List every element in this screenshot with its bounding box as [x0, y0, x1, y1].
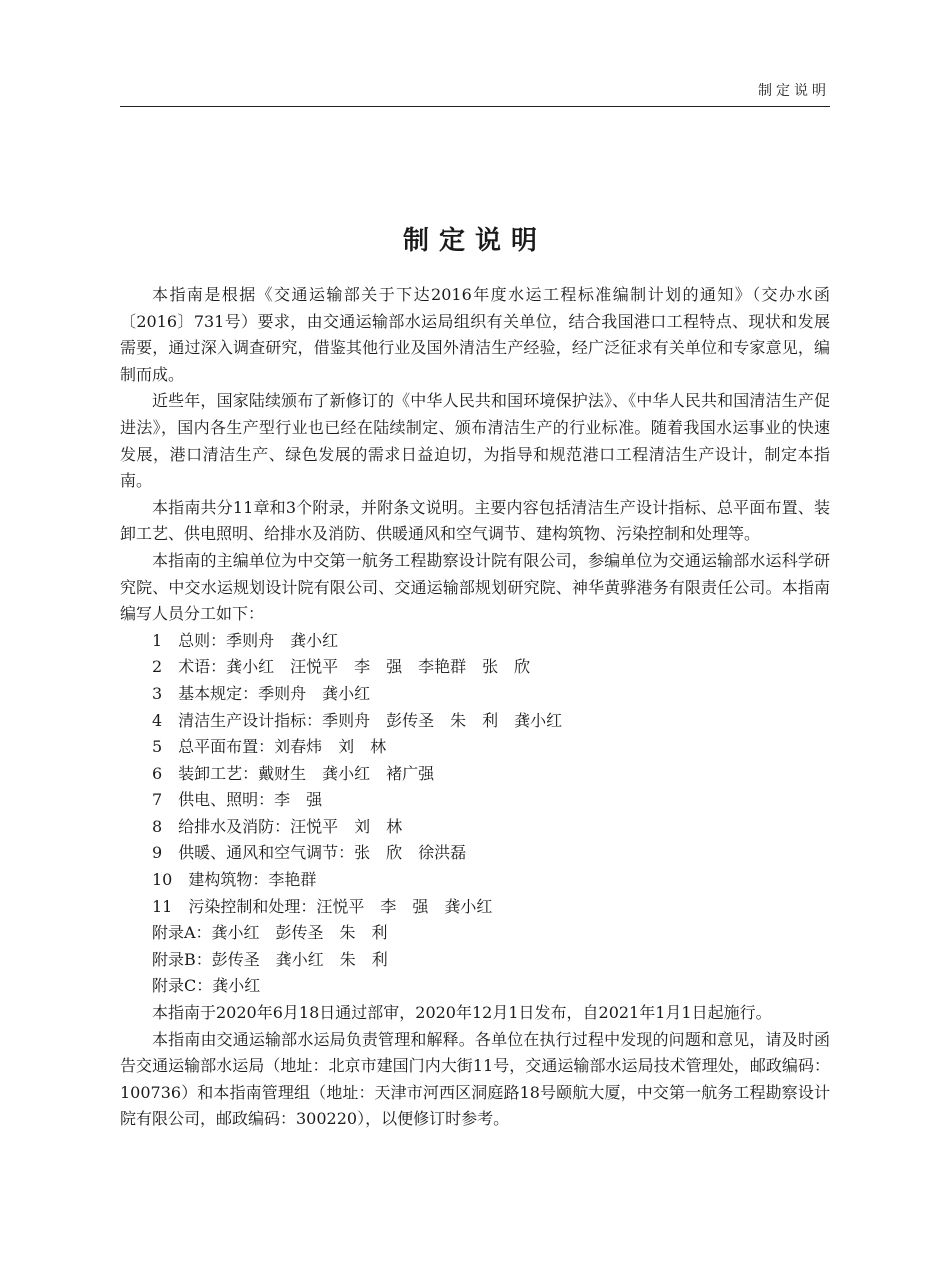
list-item: 8 给排水及消防：汪悦平 刘 林	[152, 816, 403, 836]
paragraph-effective-date: 本指南于2020年6月18日通过部审，2020年12月1日发布，自2021年1月1日起施行。	[152, 1003, 772, 1023]
header-rule	[120, 106, 830, 107]
list-item: 5 总平面布置：刘春炜 刘 林	[152, 737, 387, 757]
document-body	[120, 282, 830, 1133]
paragraph-units: 本指南的主编单位为中交第一航务工程勘察设计院有限公司，参编单位为交通运输部水运科学研究院、中交水运规划设计院有限公司、交通运输部规划研究院、神华黄骅港务有限责任公司。本指南编写人员分工如下：	[120, 550, 830, 624]
paragraph-contents: 本指南共分11章和3个附录，并附条文说明。主要内容包括清洁生产设计指标、总平面布置、装卸工艺、供电照明、给排水及消防、供暖通风和空气调节、建构筑物、污染控制和处理等。	[120, 497, 830, 544]
list-item: 1 总则：季则舟 龚小红	[152, 630, 339, 650]
page-title: 制定说明	[402, 226, 547, 256]
appendix-item: 附录A：龚小红 彭传圣 朱 利	[152, 923, 388, 943]
list-item: 9 供暖、通风和空气调节：张 欣 徐洪磊	[152, 843, 467, 863]
appendix-item: 附录B：彭传圣 龚小红 朱 利	[152, 949, 388, 969]
author-list	[120, 628, 830, 1000]
list-item: 6 装卸工艺：戴财生 龚小红 褚广强	[152, 763, 435, 783]
list-item: 7 供电、照明：李 强	[152, 790, 323, 810]
running-header: 制定说明	[758, 83, 830, 99]
list-item: 4 清洁生产设计指标：季则舟 彭传圣 朱 利 龚小红	[152, 710, 563, 730]
appendix-item: 附录C：龚小红	[152, 976, 261, 996]
paragraph-basis: 本指南是根据《交通运输部关于下达2016年度水运工程标准编制计划的通知》（交办水函〔2016〕731号）要求，由交通运输部水运局组织有关单位，结合我国港口工程特点、现状和发展需要，通过深入调查研究，借鉴其他行业及国外清洁生产经验，经广泛征求有关单位和专家意见，编制而成。	[120, 285, 830, 384]
paragraph-background: 近些年，国家陆续颁布了新修订的《中华人民共和国环境保护法》、《中华人民共和国清洁生产促进法》，国内各生产型行业也已经在陆续制定、颁布清洁生产的行业标准。随着我国水运事业的快速发展，港口清洁生产、绿色发展的需求日益迫切，为指导和规范港口工程清洁生产设计，制定本指南。	[120, 391, 830, 491]
list-item: 11 污染控制和处理：汪悦平 李 强 龚小红	[152, 896, 493, 916]
list-item: 10 建构筑物：李艳群	[152, 870, 317, 890]
list-item: 2 术语：龚小红 汪悦平 李 强 李艳群 张 欣	[152, 657, 531, 677]
paragraph-management: 本指南由交通运输部水运局负责管理和解释。各单位在执行过程中发现的问题和意见，请及时函告交通运输部水运局（地址：北京市建国门内大街11号，交通运输部水运局技术管理处，邮政编码：100736）和本指南管理组（地址：天津市河西区洞庭路18号颐航大厦，中交第一航务工程勘察设计院有限公司，邮政编码：300220），以便修订时参考。	[120, 1029, 830, 1129]
list-item: 3 基本规定：季则舟 龚小红	[152, 683, 371, 703]
